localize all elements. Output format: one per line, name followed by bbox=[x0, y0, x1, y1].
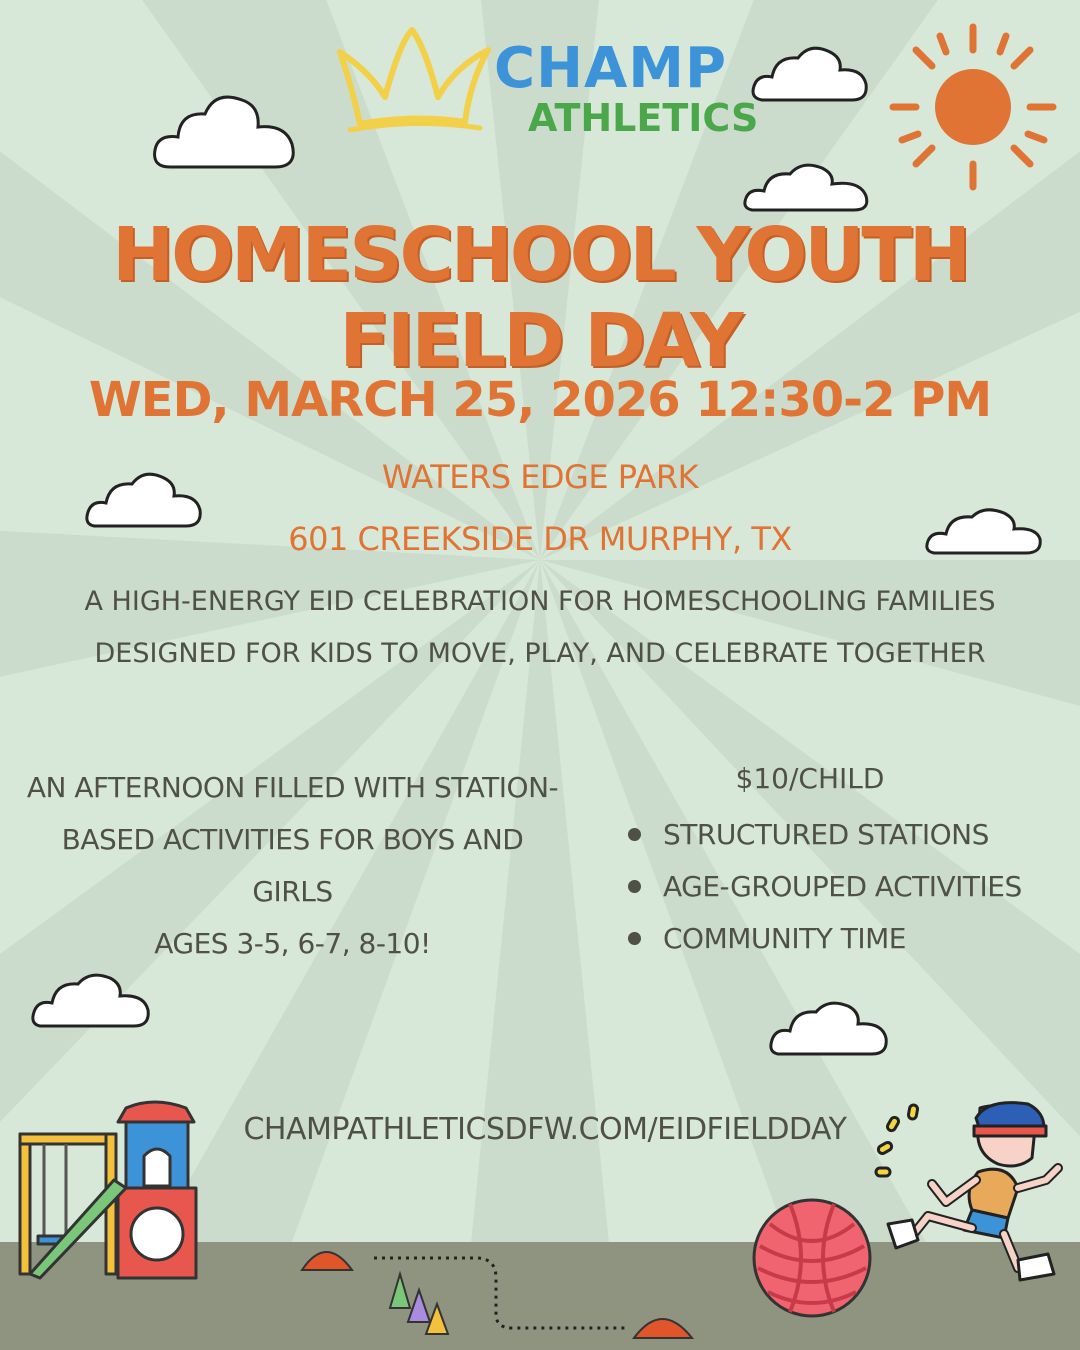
crown-icon bbox=[330, 22, 495, 137]
bullet-icon bbox=[628, 828, 641, 841]
activities-line: AGES 3-5, 6-7, 8-10! bbox=[154, 927, 431, 960]
cloud-icon bbox=[150, 82, 300, 182]
bullet-icon bbox=[628, 932, 641, 945]
perk-item bbox=[628, 808, 1022, 860]
logo-brand: CHAMP bbox=[494, 36, 728, 101]
cone-course bbox=[296, 1234, 706, 1344]
sun-icon bbox=[888, 22, 1058, 192]
cone-icon bbox=[302, 1252, 352, 1270]
event-title: HOMESCHOOL YOUTH FIELD DAY bbox=[112, 212, 968, 384]
perk-item bbox=[628, 912, 1022, 964]
event-address: 601 CREEKSIDE DR MURPHY, TX bbox=[288, 520, 792, 558]
activities-summary bbox=[20, 762, 565, 970]
event-description-line: A HIGH-ENERGY EID CELEBRATION FOR HOMESCHOOLING FAMILIES bbox=[84, 586, 996, 617]
perk-label: COMMUNITY TIME bbox=[663, 921, 906, 955]
activities-line: AN AFTERNOON FILLED WITH STATION- bbox=[26, 771, 559, 804]
running-kid-icon bbox=[868, 1098, 1068, 1288]
cloud-icon bbox=[742, 158, 872, 218]
price-label: $10/CHILD bbox=[735, 762, 885, 795]
activities-line: BASED ACTIVITIES FOR BOYS AND GIRLS bbox=[61, 823, 524, 908]
perk-label: STRUCTURED STATIONS bbox=[663, 817, 989, 851]
cloud-icon bbox=[750, 40, 870, 110]
perks-list bbox=[628, 808, 1022, 964]
perk-item bbox=[628, 860, 1022, 912]
bullet-icon bbox=[628, 880, 641, 893]
logo-subtitle: ATHLETICS bbox=[528, 96, 759, 140]
event-date-time: WED, MARCH 25, 2026 12:30-2 PM bbox=[88, 372, 992, 428]
event-url[interactable]: CHAMPATHLETICSDFW.COM/EIDFIELDDAY bbox=[243, 1112, 847, 1147]
playground-icon bbox=[14, 1098, 204, 1283]
perk-label: AGE-GROUPED ACTIVITIES bbox=[663, 869, 1022, 903]
cloud-icon bbox=[768, 998, 892, 1062]
event-description-line: DESIGNED FOR KIDS TO MOVE, PLAY, AND CELEBRATE TOGETHER bbox=[94, 638, 986, 669]
event-venue: WATERS EDGE PARK bbox=[381, 458, 699, 496]
ball-icon bbox=[750, 1196, 874, 1320]
cloud-icon bbox=[30, 970, 154, 1034]
cone-icon bbox=[634, 1319, 692, 1338]
